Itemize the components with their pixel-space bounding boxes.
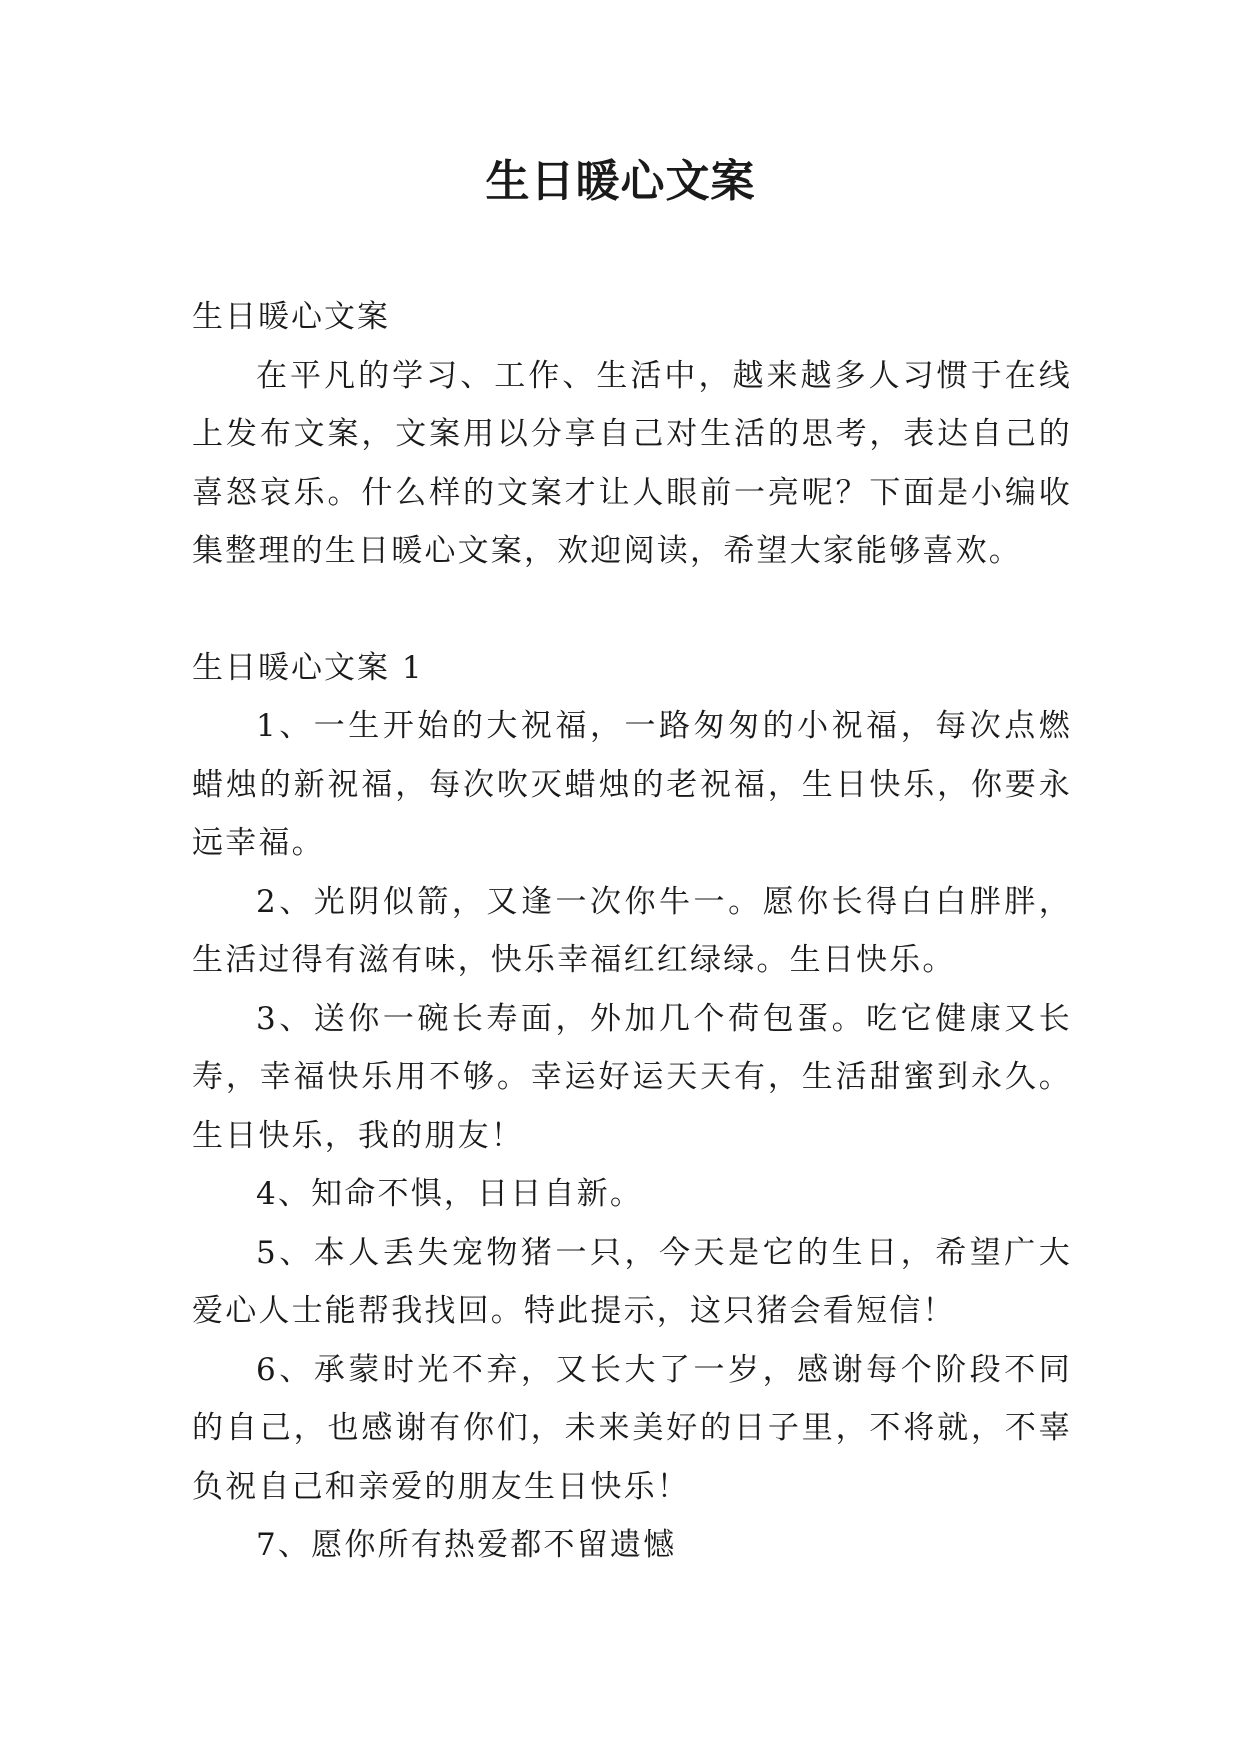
document-body <box>192 288 1072 1575</box>
list-item: 5、本人丢失宠物猪一只，今天是它的生日，希望广大爱心人士能帮我找回。特此提示，这只猪会看短信！ <box>192 1234 1072 1329</box>
document-title: 生日暖心文案 <box>485 156 756 207</box>
list-item: 6、承蒙时光不弃，又长大了一岁，感谢每个阶段不同的自己，也感谢有你们，未来美好的日子里，不将就，不辜负祝自己和亲爱的朋友生日快乐！ <box>192 1351 1072 1505</box>
list-item: 4、知命不惧，日日自新。 <box>256 1176 644 1212</box>
intro-paragraph: 在平凡的学习、工作、生活中，越来越多人习惯于在线上发布文案，文案用以分享自己对生活的思考，表达自己的喜怒哀乐。什么样的文案才让人眼前一亮呢？下面是小编收集整理的生日暖心文案，欢迎阅读，希望大家能够喜欢。 <box>192 357 1072 569</box>
list-item: 7、愿你所有热爱都不留遗憾 <box>256 1527 677 1563</box>
subtitle-line: 生日暖心文案 <box>192 299 390 335</box>
section-heading: 生日暖心文案 1 <box>192 649 424 686</box>
list-item: 1、一生开始的大祝福，一路匆匆的小祝福，每次点燃蜡烛的新祝福，每次吹灭蜡烛的老祝福，生日快乐，你要永远幸福。 <box>192 708 1072 861</box>
list-item: 3、送你一碗长寿面，外加几个荷包蛋。吃它健康又长寿，幸福快乐用不够。幸运好运天天有，生活甜蜜到永久。生日快乐，我的朋友！ <box>192 1000 1072 1154</box>
list-item: 2、光阴似箭，又逢一次你牛一。愿你长得白白胖胖，生活过得有滋有味，快乐幸福红红绿绿。生日快乐。 <box>192 883 1072 978</box>
paragraph-spacer <box>192 581 1072 639</box>
